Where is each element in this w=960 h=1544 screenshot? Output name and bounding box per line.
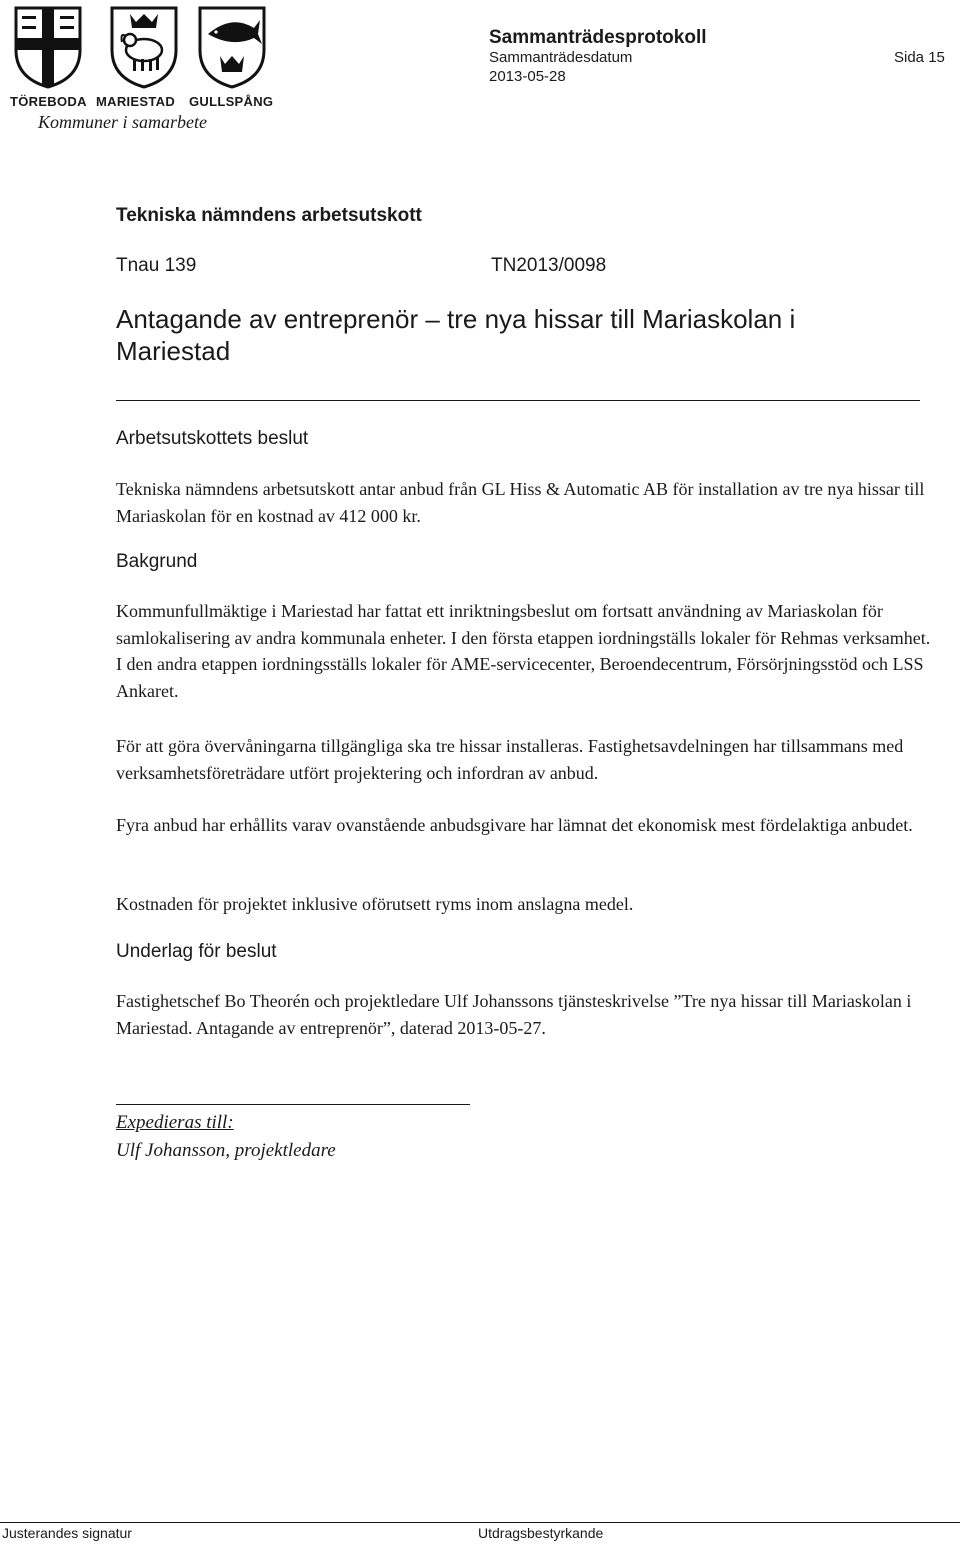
meeting-date: 2013-05-28 [489, 68, 566, 85]
decision-text: Tekniska nämndens arbetsutskott antar anbud från GL Hiss & Automatic AB för installation av tre nya hissar till Mariaskolan för en kostnad av 412 000 kr. [116, 479, 925, 526]
background-heading: Bakgrund [116, 551, 198, 572]
case-number: TN2013/0098 [491, 255, 607, 276]
ram-crown-shield-icon [108, 4, 180, 90]
logo-tagline: Kommuner i samarbete [38, 112, 207, 132]
municipal-logo-block [10, 4, 274, 132]
page-number: Sida 15 [894, 49, 945, 66]
matter-title: Antagande av entreprenör – tre nya hissar till Mariaskolan i Mariestad [116, 304, 796, 366]
background-paragraph: Kostnaden för projektet inklusive oförutsett ryms inom anslagna medel. [116, 894, 634, 914]
signature-label: Justerandes signatur [2, 1525, 132, 1541]
logo-name-mariestad: MARIESTAD [96, 94, 176, 109]
salmon-crown-shield-icon [196, 4, 268, 90]
logo-name-gullspang: GULLSPÅNG [189, 94, 274, 109]
basis-heading: Underlag för beslut [116, 941, 277, 962]
extract-label: Utdragsbestyrkande [478, 1525, 604, 1541]
background-paragraph: Fyra anbud har erhållits varav ovanstående anbudsgivare har lämnat det ekonomisk mest fördelaktiga anbudet. [116, 815, 913, 835]
cross-shield-icon [12, 4, 84, 90]
decision-heading: Arbetsutskottets beslut [116, 428, 309, 449]
logo-name-toreboda: TÖREBODA [10, 94, 87, 109]
distribution-recipient: Ulf Johansson, projektledare [116, 1140, 336, 1161]
footer-divider [0, 1522, 960, 1523]
meeting-date-label: Sammanträdesdatum [489, 49, 633, 66]
background-paragraph: Kommunfullmäktige i Mariestad har fattat ett inriktningsbeslut om fortsatt användning av Mariaskolan för samlokalisering av andra kommunala enheter. I den första etappen iordningställs lokaler för Rehmas verksamhet. I den andra etappen iordningsställs lokaler för AME-servicecenter, Beroendecentrum, Försörjningsstöd och LSS Ankaret. [116, 601, 931, 701]
distribution-label: Expedieras till: [116, 1112, 234, 1133]
document-title: Sammanträdesprotokoll [489, 27, 707, 48]
distribution-divider [116, 1104, 470, 1105]
background-paragraph: För att göra övervåningarna tillgängliga ska tre hissar installeras. Fastighetsavdelningen har tillsammans med verksamhetsföreträdare utfört projektering och infordran av anbud. [116, 736, 904, 783]
paragraph-number: Tnau 139 [116, 255, 197, 276]
basis-text: Fastighetschef Bo Theorén och projektledare Ulf Johanssons tjänsteskrivelse ”Tre nya hissar till Mariaskolan i Mariestad. Antagande av entreprenör”, daterad 2013-05-27. [116, 991, 912, 1038]
title-divider [116, 400, 920, 401]
committee-heading: Tekniska nämndens arbetsutskott [116, 205, 422, 226]
